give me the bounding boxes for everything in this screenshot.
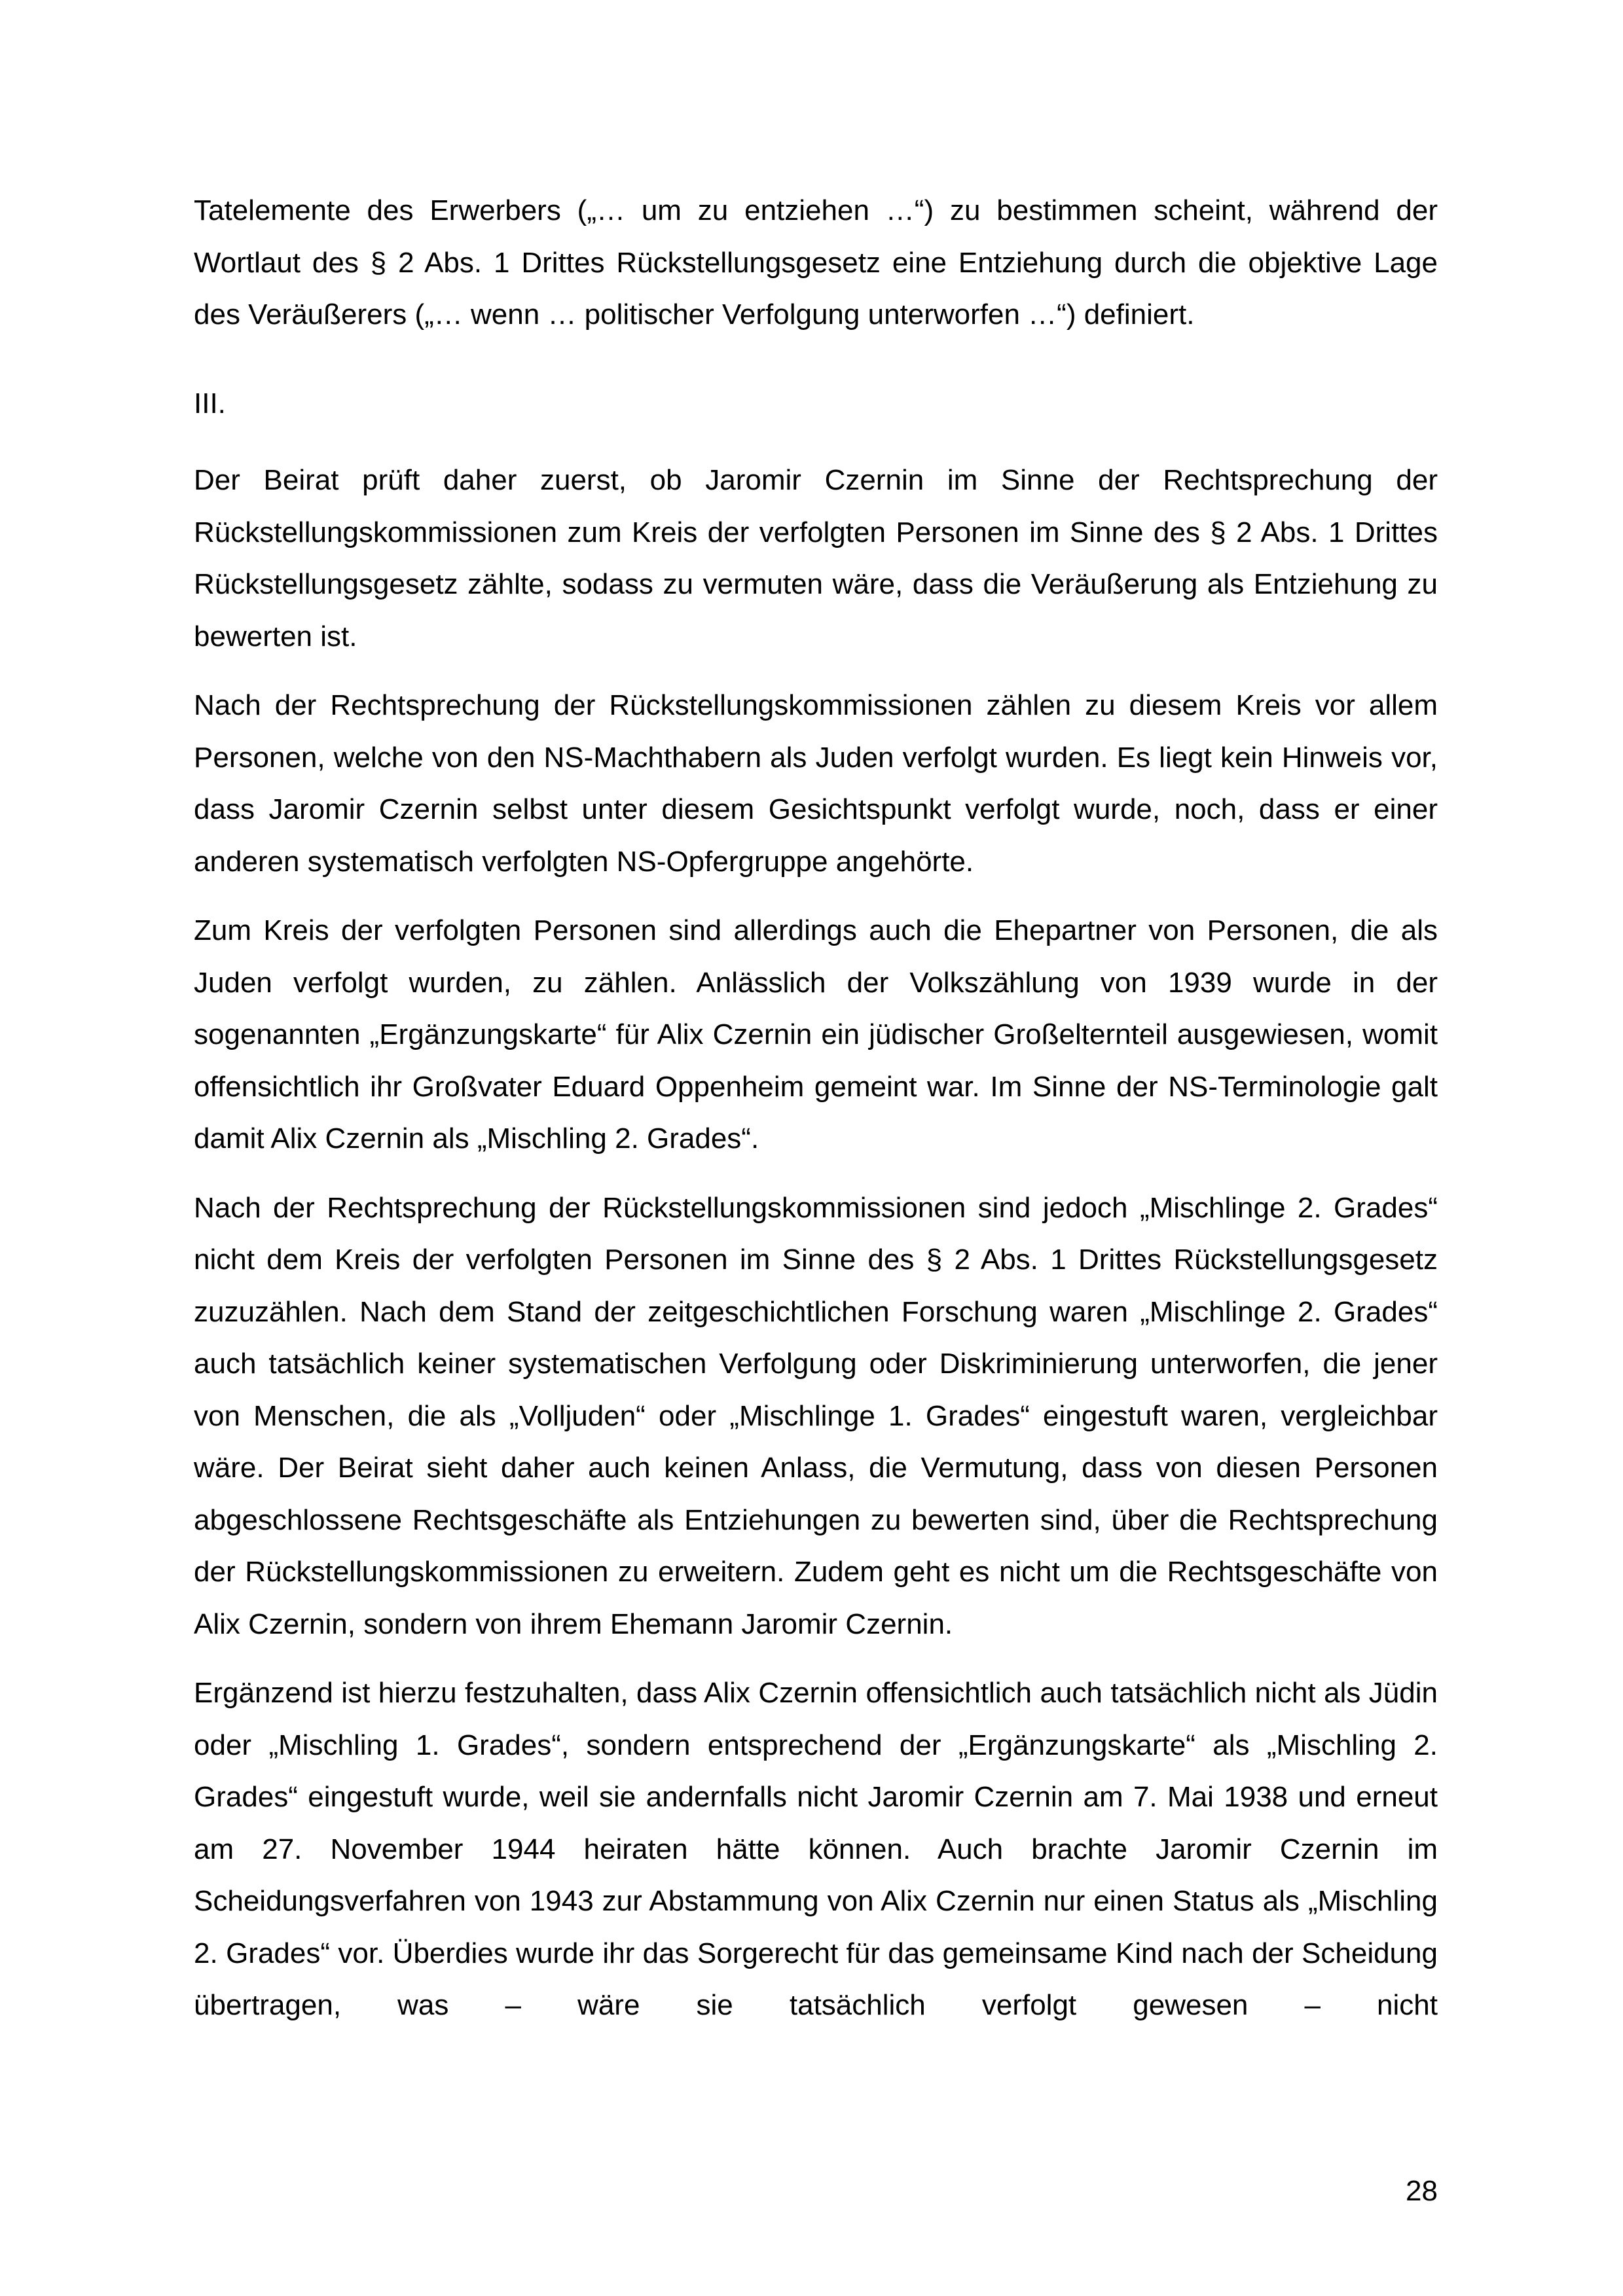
paragraph: Zum Kreis der verfolgten Personen sind allerdings auch die Ehepartner von Personen, die als Juden verfolgt wurden, zu zählen. Anlässlich der Volkszählung von 1939 wurde in der sogenannten „Ergänzungskarte“ für Alix Czernin ein jüdischer Großelternteil ausgewiesen, womit offensichtlich ihr Großvater Eduard Oppenheim gemeint war. Im Sinne der NS-Terminologie galt damit Alix Czernin als „Mischling 2. Grades“. [194, 914, 1438, 1155]
paragraph: Der Beirat prüft daher zuerst, ob Jaromir Czernin im Sinne der Rechtsprechung der Rückstellungskommissionen zum Kreis der verfolgten Personen im Sinne des § 2 Abs. 1 Drittes Rückstellungsgesetz zählte, sodass zu vermuten wäre, dass die Veräußerung als Entziehung zu bewerten ist. [194, 464, 1438, 653]
paragraph: Nach der Rechtsprechung der Rückstellungskommissionen zählen zu diesem Kreis vor allem Personen, welche von den NS-Machthabern als Juden verfolgt wurden. Es liegt kein Hinweis vor, dass Jaromir Czernin selbst unter diesem Gesichtspunkt verfolgt wurde, noch, dass er einer anderen systematisch verfolgten NS-Opfergruppe angehörte. [194, 689, 1438, 878]
page-number: 28 [1406, 2175, 1438, 2207]
paragraph: Nach der Rechtsprechung der Rückstellungskommissionen sind jedoch „Mischlinge 2. Grades“ nicht dem Kreis der verfolgten Personen im Sinne des § 2 Abs. 1 Drittes Rückstellungsgesetz zuzuzählen. Nach dem Stand der zeitgeschichtlichen Forschung waren „Mischlinge 2. Grades“ auch tatsächlich keiner systematischen Verfolgung oder Diskriminierung unterworfen, die jener von Menschen, die als „Volljuden“ oder „Mischlinge 1. Grades“ eingestuft waren, vergleichbar wäre. Der Beirat sieht daher auch keinen Anlass, die Vermutung, dass von diesen Personen abgeschlossene Rechtsgeschäfte als Entziehungen zu bewerten sind, über die Rechtsprechung der Rückstellungskommissionen zu erweitern. Zudem geht es nicht um die Rechtsgeschäfte von Alix Czernin, sondern von ihrem Ehemann Jaromir Czernin. [194, 1191, 1438, 1640]
section-heading: III. [194, 387, 226, 420]
paragraph-continued: Tatelemente des Erwerbers („… um zu entziehen …“) zu bestimmen scheint, während der Wortlaut des § 2 Abs. 1 Drittes Rückstellungsgesetz eine Entziehung durch die objektive Lage des Veräußerers („… wenn … politischer Verfolgung unterworfen …“) definiert. [194, 194, 1438, 331]
paragraph-continues: Ergänzend ist hierzu festzuhalten, dass Alix Czernin offensichtlich auch tatsächlich nicht als Jüdin oder „Mischling 1. Grades“, sondern entsprechend der „Ergänzungskarte“ als „Mischling 2. Grades“ eingestuft wurde, weil sie andernfalls nicht Jaromir Czernin am 7. Mai 1938 und erneut am 27. November 1944 heiraten hätte können. Auch brachte Jaromir Czernin im Scheidungsverfahren von 1943 zur Abstammung von Alix Czernin nur einen Status als „Mischling 2. Grades“ vor. Überdies wurde ihr das Sorgerecht für das gemeinsame Kind nach der Scheidung übertragen, was – wäre sie tatsächlich verfolgt gewesen – nicht [194, 1677, 1438, 2021]
page-body [194, 185, 1438, 2032]
